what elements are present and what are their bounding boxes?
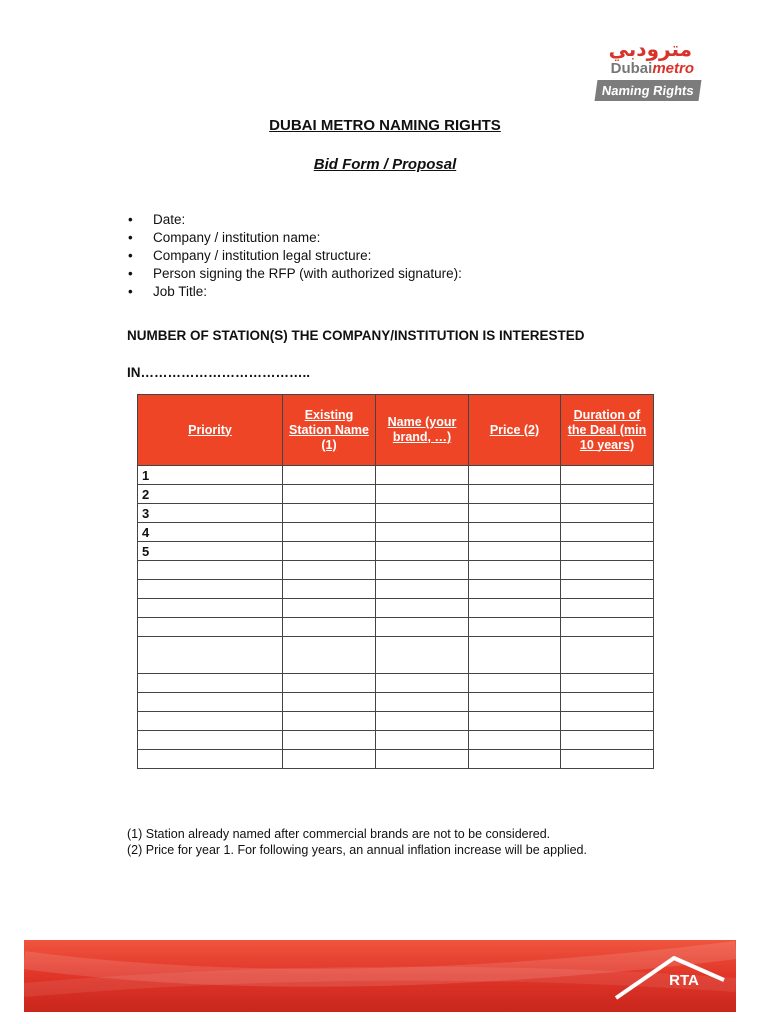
document-subtitle: Bid Form / Proposal	[313, 156, 457, 173]
header-priority: Priority	[138, 395, 283, 466]
table-cell	[283, 693, 376, 712]
document-title: DUBAI METRO NAMING RIGHTS	[269, 117, 501, 134]
table-cell	[376, 504, 469, 523]
table-row	[138, 580, 654, 599]
table-cell	[561, 750, 654, 769]
table-cell	[376, 523, 469, 542]
priority-cell	[138, 674, 283, 693]
footnote-2: (2) Price for year 1. For following years, an annual inflation increase will be applied.	[127, 843, 587, 857]
priority-cell: 2	[138, 485, 283, 504]
table-cell	[469, 750, 561, 769]
table-cell	[561, 485, 654, 504]
priority-cell	[138, 580, 283, 599]
table-cell	[469, 712, 561, 731]
table-cell	[469, 504, 561, 523]
header-duration: Duration of the Deal (min 10 years)	[561, 395, 654, 466]
table-cell	[283, 618, 376, 637]
table-cell	[283, 485, 376, 504]
table-cell	[283, 504, 376, 523]
bid-table	[137, 394, 654, 769]
table-row	[138, 693, 654, 712]
priority-cell: 4	[138, 523, 283, 542]
dubai-metro-naming-rights-logo	[588, 38, 700, 101]
table-cell	[469, 618, 561, 637]
priority-cell	[138, 712, 283, 731]
table-row	[138, 523, 654, 542]
table-cell	[469, 637, 561, 674]
field-company-name: • Company / institution name:	[125, 229, 462, 247]
table-cell	[469, 674, 561, 693]
table-cell	[561, 466, 654, 485]
footnote-1: (1) Station already named after commercial brands are not to be considered.	[127, 827, 551, 841]
table-row	[138, 485, 654, 504]
table-cell	[283, 712, 376, 731]
table-cell	[561, 599, 654, 618]
table-row	[138, 618, 654, 637]
logo-naming-rights-badge: Naming Rights	[595, 80, 702, 101]
table-cell	[376, 466, 469, 485]
table-row	[138, 674, 654, 693]
logo-arabic-text: مترودبي	[608, 37, 692, 61]
table-cell	[376, 618, 469, 637]
table-cell	[561, 731, 654, 750]
table-cell	[561, 542, 654, 561]
table-cell	[469, 523, 561, 542]
priority-cell: 1	[138, 466, 283, 485]
table-cell	[561, 618, 654, 637]
priority-cell	[138, 750, 283, 769]
priority-cell: 5	[138, 542, 283, 561]
footer-band-graphic	[24, 940, 736, 1012]
footer-band	[24, 940, 736, 1012]
table-cell	[376, 674, 469, 693]
header-brand-name: Name (your brand, …)	[376, 395, 469, 466]
footnotes	[127, 826, 587, 858]
field-legal-structure: • Company / institution legal structure:	[125, 247, 462, 265]
priority-cell	[138, 561, 283, 580]
table-cell	[376, 637, 469, 674]
stations-prompt-line-1: NUMBER OF STATION(S) THE COMPANY/INSTITUTION IS INTERESTED	[127, 328, 585, 343]
table-row	[138, 466, 654, 485]
table-cell	[376, 580, 469, 599]
table-cell	[283, 561, 376, 580]
priority-cell	[138, 618, 283, 637]
field-job-title: • Job Title:	[125, 283, 462, 301]
logo-english-text	[588, 60, 694, 78]
priority-cell	[138, 731, 283, 750]
table-cell	[283, 599, 376, 618]
table-cell	[376, 693, 469, 712]
table-row	[138, 599, 654, 618]
table-cell	[469, 599, 561, 618]
table-cell	[561, 504, 654, 523]
field-signatory: • Person signing the RFP (with authorized signature):	[125, 265, 462, 283]
table-cell	[283, 523, 376, 542]
table-row	[138, 504, 654, 523]
table-cell	[469, 542, 561, 561]
priority-cell	[138, 599, 283, 618]
table-cell	[561, 674, 654, 693]
table-cell	[376, 485, 469, 504]
table-row	[138, 561, 654, 580]
table-cell	[469, 485, 561, 504]
table-cell	[283, 637, 376, 674]
priority-cell	[138, 693, 283, 712]
table-cell	[283, 674, 376, 693]
table-cell	[561, 637, 654, 674]
table-cell	[283, 750, 376, 769]
header-price: Price (2)	[469, 395, 561, 466]
table-cell	[561, 523, 654, 542]
table-cell	[283, 580, 376, 599]
logo-metro-text: metro	[652, 60, 694, 77]
table-cell	[469, 466, 561, 485]
table-cell	[561, 561, 654, 580]
table-cell	[283, 466, 376, 485]
table-cell	[561, 693, 654, 712]
table-cell	[469, 693, 561, 712]
logo-dubai-text: Dubai	[610, 60, 653, 77]
field-date: • Date:	[125, 211, 462, 229]
priority-cell: 3	[138, 504, 283, 523]
table-cell	[376, 542, 469, 561]
table-cell	[283, 542, 376, 561]
stations-prompt-line-2: IN………………………………..	[127, 365, 311, 380]
table-cell	[561, 580, 654, 599]
table-cell	[469, 561, 561, 580]
table-cell	[283, 731, 376, 750]
table-row	[138, 750, 654, 769]
table-cell	[376, 731, 469, 750]
table-row	[138, 637, 654, 674]
header-existing-station: Existing Station Name (1)	[283, 395, 376, 466]
table-cell	[376, 599, 469, 618]
table-cell	[376, 561, 469, 580]
table-cell	[469, 580, 561, 599]
table-row	[138, 731, 654, 750]
bid-table-header-row	[138, 395, 654, 466]
table-cell	[469, 731, 561, 750]
rta-logo-text: RTA	[669, 972, 699, 989]
applicant-fields-list	[125, 211, 462, 301]
table-row	[138, 712, 654, 731]
table-row	[138, 542, 654, 561]
table-cell	[561, 712, 654, 731]
priority-cell	[138, 637, 283, 674]
table-cell	[376, 712, 469, 731]
table-cell	[376, 750, 469, 769]
